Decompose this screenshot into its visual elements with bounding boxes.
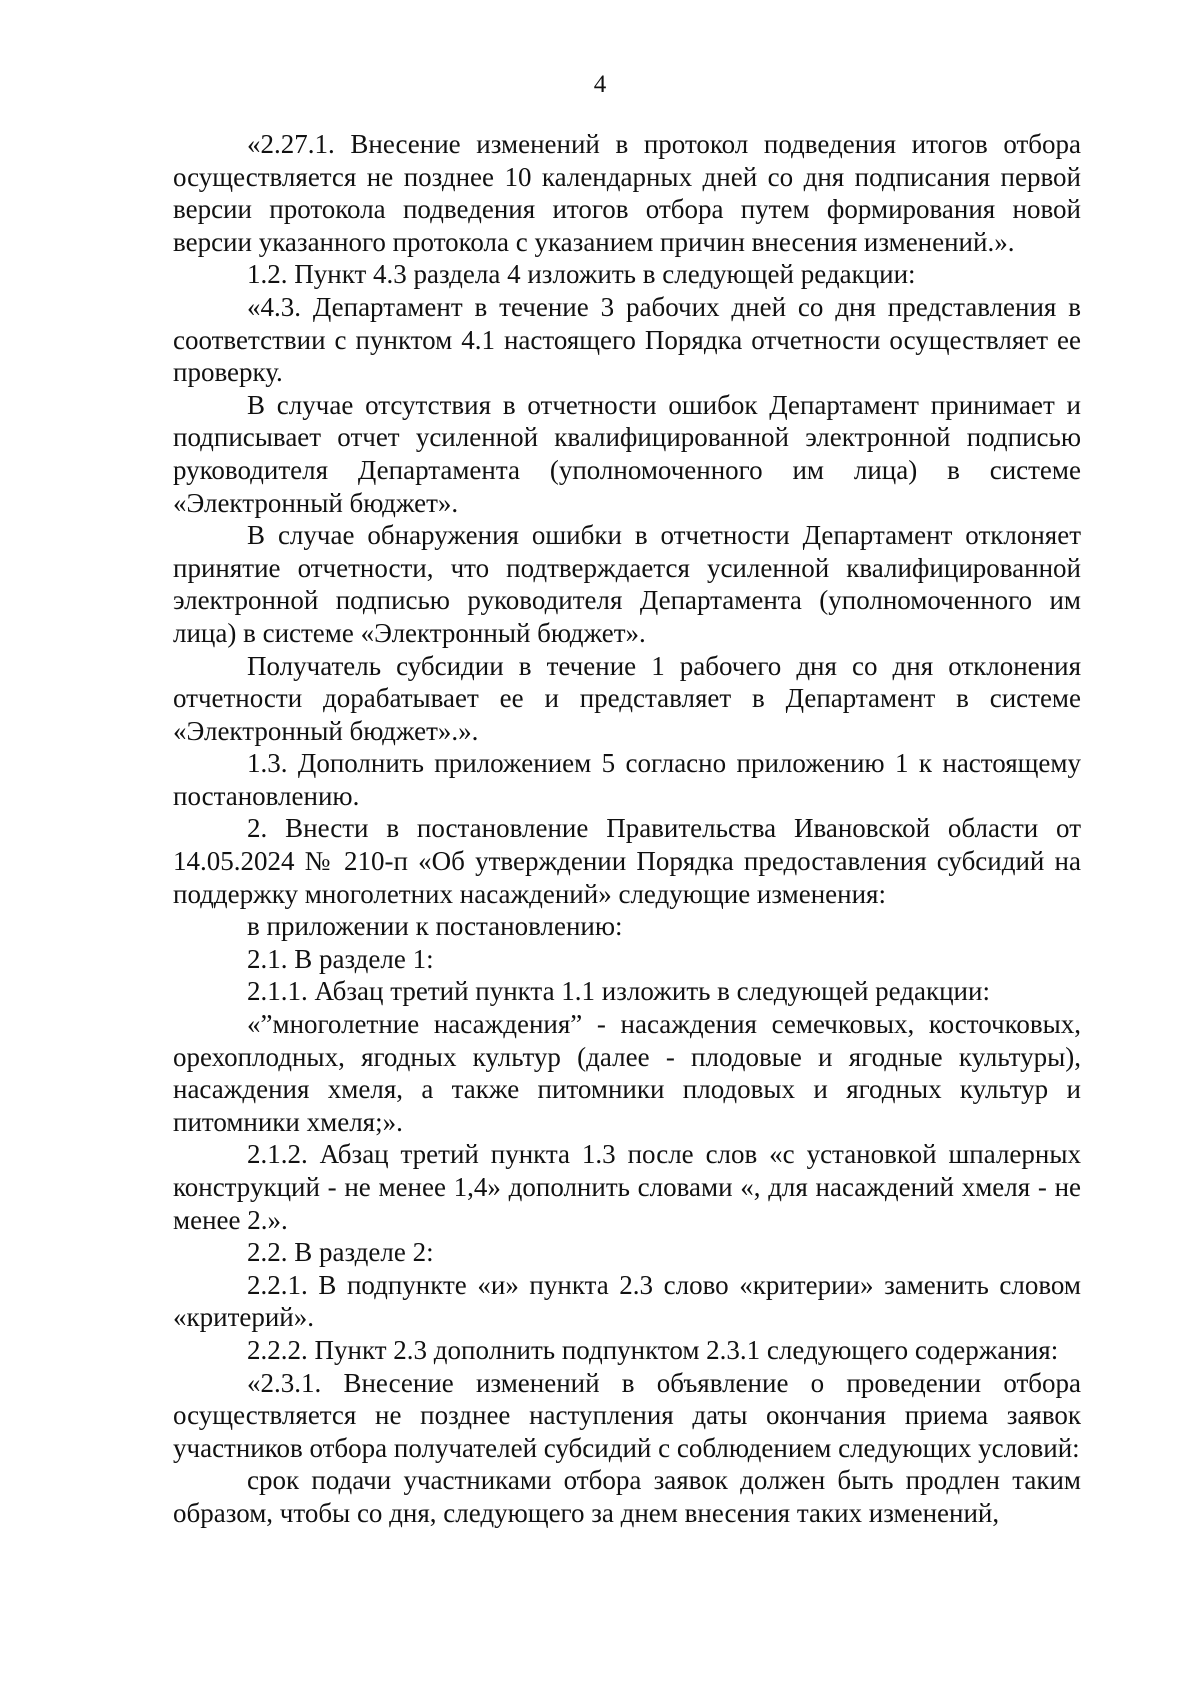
paragraph: «2.27.1. Внесение изменений в протокол подведения итогов отбора осуществляется не позднее 10 календарных дней со дня подписания первой версии протокола подведения итогов отбора путем формирования новой версии указанного протокола с указанием причин внесения изменений.».: [173, 129, 1081, 257]
paragraph: 2.1. В разделе 1:: [247, 943, 434, 974]
paragraph: срок подачи участниками отбора заявок должен быть продлен таким образом, чтобы со дня, следующего за днем внесения таких изменений,: [173, 1465, 1081, 1528]
paragraph: 1.2. Пункт 4.3 раздела 4 изложить в следующей редакции:: [247, 259, 916, 290]
paragraph: «2.3.1. Внесение изменений в объявление о проведении отбора осуществляется не позднее наступления даты окончания приема заявок участников отбора получателей субсидий с соблюдением следующих условий:: [173, 1367, 1081, 1463]
paragraph: В случае обнаружения ошибки в отчетности Департамент отклоняет принятие отчетности, что подтверждается усиленной квалифицированной электронной подписью руководителя Департамента (уполномоченного им лица) в системе «Электронный бюджет».: [173, 520, 1081, 648]
paragraph: 2. Внести в постановление Правительства Ивановской области от 14.05.2024 № 210-п «Об утверждении Порядка предоставления субсидий на поддержку многолетних насаждений» следующие изменения:: [173, 813, 1081, 909]
paragraph: в приложении к постановлению:: [247, 911, 623, 942]
paragraph: В случае отсутствия в отчетности ошибок Департамент принимает и подписывает отчет усиленной квалифицированной электронной подписью руководителя Департамента (уполномоченного им лица) в системе «Электронный бюджет».: [173, 389, 1081, 518]
paragraph: 2.1.1. Абзац третий пункта 1.1 изложить в следующей редакции:: [247, 976, 990, 1007]
document-body: [173, 128, 1081, 1530]
page-number: 4: [593, 71, 607, 98]
paragraph: «4.3. Департамент в течение 3 рабочих дней со дня представления в соответствии с пунктом 4.1 настоящего Порядка отчетности осуществляет ее проверку.: [173, 291, 1081, 388]
paragraph: 2.2. В разделе 2:: [247, 1237, 434, 1268]
paragraph: 1.3. Дополнить приложением 5 согласно приложению 1 к настоящему постановлению.: [173, 748, 1081, 811]
paragraph: Получатель субсидии в течение 1 рабочего дня со дня отклонения отчетности дорабатывает ее и представляет в Департамент в системе «Электронный бюджет».».: [173, 650, 1081, 746]
paragraph: 2.2.1. В подпункте «и» пункта 2.3 слово «критерии» заменить словом «критерий».: [173, 1269, 1081, 1333]
paragraph: 2.1.2. Абзац третий пункта 1.3 после слов «с установкой шпалерных конструкций - не менее 1,4» дополнить словами «, для насаждений хмеля - не менее 2.».: [173, 1139, 1081, 1235]
paragraph: 2.2.2. Пункт 2.3 дополнить подпунктом 2.3.1 следующего содержания:: [247, 1334, 1059, 1365]
paragraph: «”многолетние насаждения” - насаждения семечковых, косточковых, орехоплодных, ягодных культур (далее - плодовые и ягодные культуры), насаждения хмеля, а также питомники плодовых и ягодных культур и питомники хмеля;».: [173, 1009, 1081, 1137]
